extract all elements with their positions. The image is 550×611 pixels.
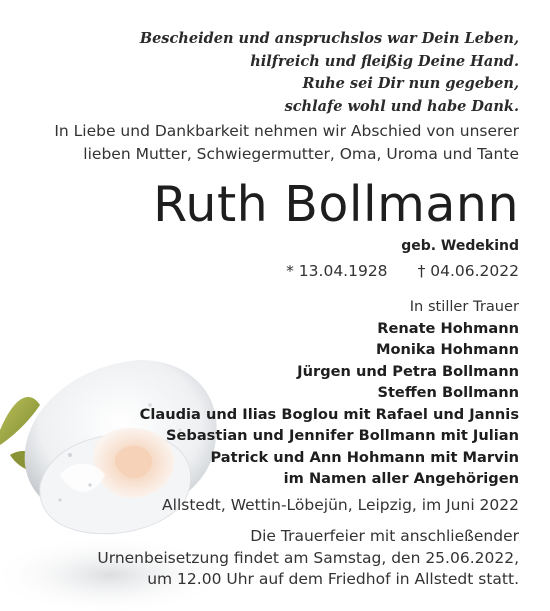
mourner-name: Sebastian und Jennifer Bollmann mit Julian — [165, 427, 519, 444]
mourner-name: Jürgen und Petra Bollmann — [297, 362, 519, 380]
funeral-info — [97, 526, 519, 591]
poem-line: schlafe wohl und habe Dank. — [284, 97, 519, 115]
birth-date: * 13.04.1928 — [286, 262, 388, 280]
poem-line: Ruhe sei Dir nun gegeben, — [302, 75, 519, 92]
mourner-name: Claudia und Ilias Boglou mit Rafael und Jannis — [139, 405, 519, 423]
place-date: Allstedt, Wettin-Löbejün, Leipzig, im Juni 2022 — [162, 496, 519, 514]
intro-text — [54, 120, 519, 165]
intro-line: In Liebe und Dankbarkeit nehmen wir Abschied von unserer — [54, 122, 519, 140]
maiden-name: geb. Wedekind — [401, 238, 519, 254]
poem-line: hilfreich und fleißig Deine Hand. — [250, 52, 519, 70]
life-dates — [286, 262, 519, 280]
funeral-line: um 12.00 Uhr auf dem Friedhof in Allstedt statt. — [147, 570, 519, 588]
mourning-lead: In stiller Trauer — [409, 298, 519, 315]
funeral-line: Die Trauerfeier mit anschließender — [250, 527, 519, 545]
poem-line: Bescheiden und anspruchslos war Dein Leben, — [139, 30, 519, 47]
poem — [140, 28, 519, 118]
mourner-name: im Namen aller Angehörigen — [283, 470, 519, 487]
mourner-name: Patrick und Ann Hohmann mit Marvin — [210, 448, 519, 466]
mourner-name: Renate Hohmann — [377, 319, 519, 337]
intro-line: lieben Mutter, Schwiegermutter, Oma, Uroma und Tante — [83, 144, 519, 163]
death-date: † 04.06.2022 — [417, 262, 519, 280]
mourner-name: Steffen Bollmann — [377, 384, 519, 401]
mourners-list — [140, 296, 519, 490]
funeral-line: Urnenbeisetzung findet am Samstag, den 25.06.2022, — [97, 548, 519, 567]
deceased-name: Ruth Bollmann — [153, 176, 519, 233]
mourner-name: Monika Hohmann — [375, 341, 519, 358]
